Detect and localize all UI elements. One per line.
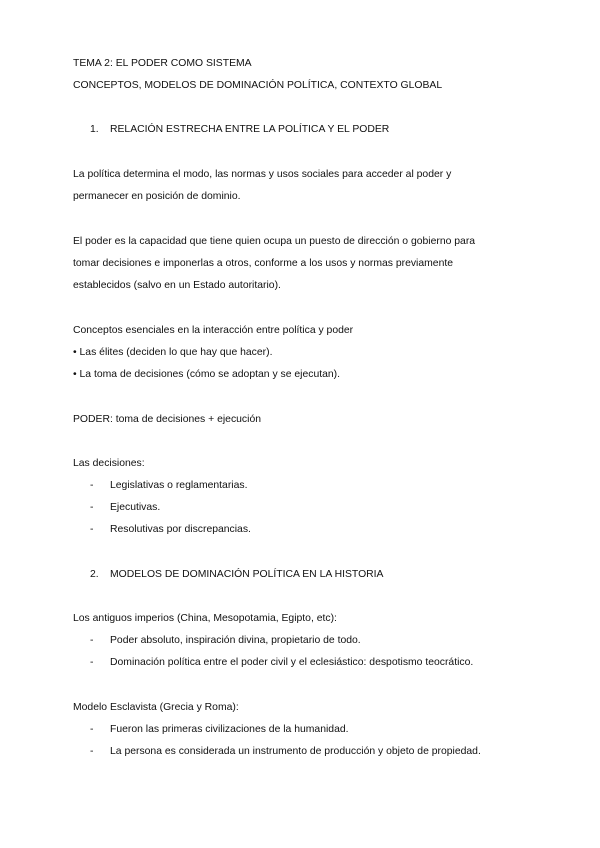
dash-marker: - (90, 746, 94, 757)
paragraph-line: La política determina el modo, las normas y usos sociales para acceder al poder y (73, 169, 452, 180)
poder-definition: PODER: toma de decisiones + ejecución (73, 414, 261, 425)
paragraph-line: El poder es la capacidad que tiene quien ocupa un puesto de dirección o gobierno para (73, 236, 476, 247)
list-item-text: Ejecutivas. (110, 502, 161, 513)
list-item-text: Fueron las primeras civilizaciones de la humanidad. (110, 724, 349, 735)
dash-marker: - (90, 524, 94, 535)
bullet-item: • Las élites (deciden lo que hay que hacer). (73, 347, 273, 358)
list-item (90, 475, 247, 497)
section-title: RELACIÓN ESTRECHA ENTRE LA POLÍTICA Y EL PODER (110, 124, 390, 135)
list-item-text: Resolutivas por discrepancias. (110, 524, 251, 535)
section-1-heading (90, 119, 389, 141)
list-item-text: La persona es considerada un instrumento de producción y objeto de propiedad. (110, 746, 481, 757)
list-item-text: Poder absoluto, inspiración divina, propietario de todo. (110, 635, 361, 646)
paragraph-line: tomar decisiones e imponerlas a otros, conforme a los usos y normas previamente (73, 258, 454, 269)
section-number: 1. (90, 124, 99, 135)
concepts-intro: Conceptos esenciales en la interacción entre política y poder (73, 325, 354, 336)
dash-marker: - (90, 480, 94, 491)
list-item-text: Dominación política entre el poder civil y el eclesiástico: despotismo teocrático. (110, 657, 474, 668)
list-item (90, 519, 251, 541)
list-item (90, 719, 349, 741)
document-subtitle: CONCEPTOS, MODELOS DE DOMINACIÓN POLÍTICA, CONTEXTO GLOBAL (73, 80, 443, 91)
paragraph-line: establecidos (salvo en un Estado autoritario). (73, 280, 281, 291)
esclavista-intro: Modelo Esclavista (Grecia y Roma): (73, 702, 239, 713)
imperios-intro: Los antiguos imperios (China, Mesopotamia, Egipto, etc): (73, 613, 337, 624)
bullet-item: • La toma de decisiones (cómo se adoptan y se ejecutan). (73, 369, 341, 380)
list-item (90, 630, 361, 652)
decisiones-intro: Las decisiones: (73, 458, 145, 469)
section-title: MODELOS DE DOMINACIÓN POLÍTICA EN LA HISTORIA (110, 569, 384, 580)
paragraph-line: permanecer en posición de dominio. (73, 191, 241, 202)
document-title: TEMA 2: EL PODER COMO SISTEMA (73, 58, 252, 69)
list-item-text: Legislativas o reglamentarias. (110, 480, 248, 491)
dash-marker: - (90, 502, 94, 513)
section-2-heading (90, 564, 383, 586)
list-item (90, 741, 481, 763)
dash-marker: - (90, 724, 94, 735)
dash-marker: - (90, 635, 94, 646)
list-item (90, 497, 160, 519)
dash-marker: - (90, 657, 94, 668)
list-item (90, 652, 473, 674)
section-number: 2. (90, 569, 99, 580)
